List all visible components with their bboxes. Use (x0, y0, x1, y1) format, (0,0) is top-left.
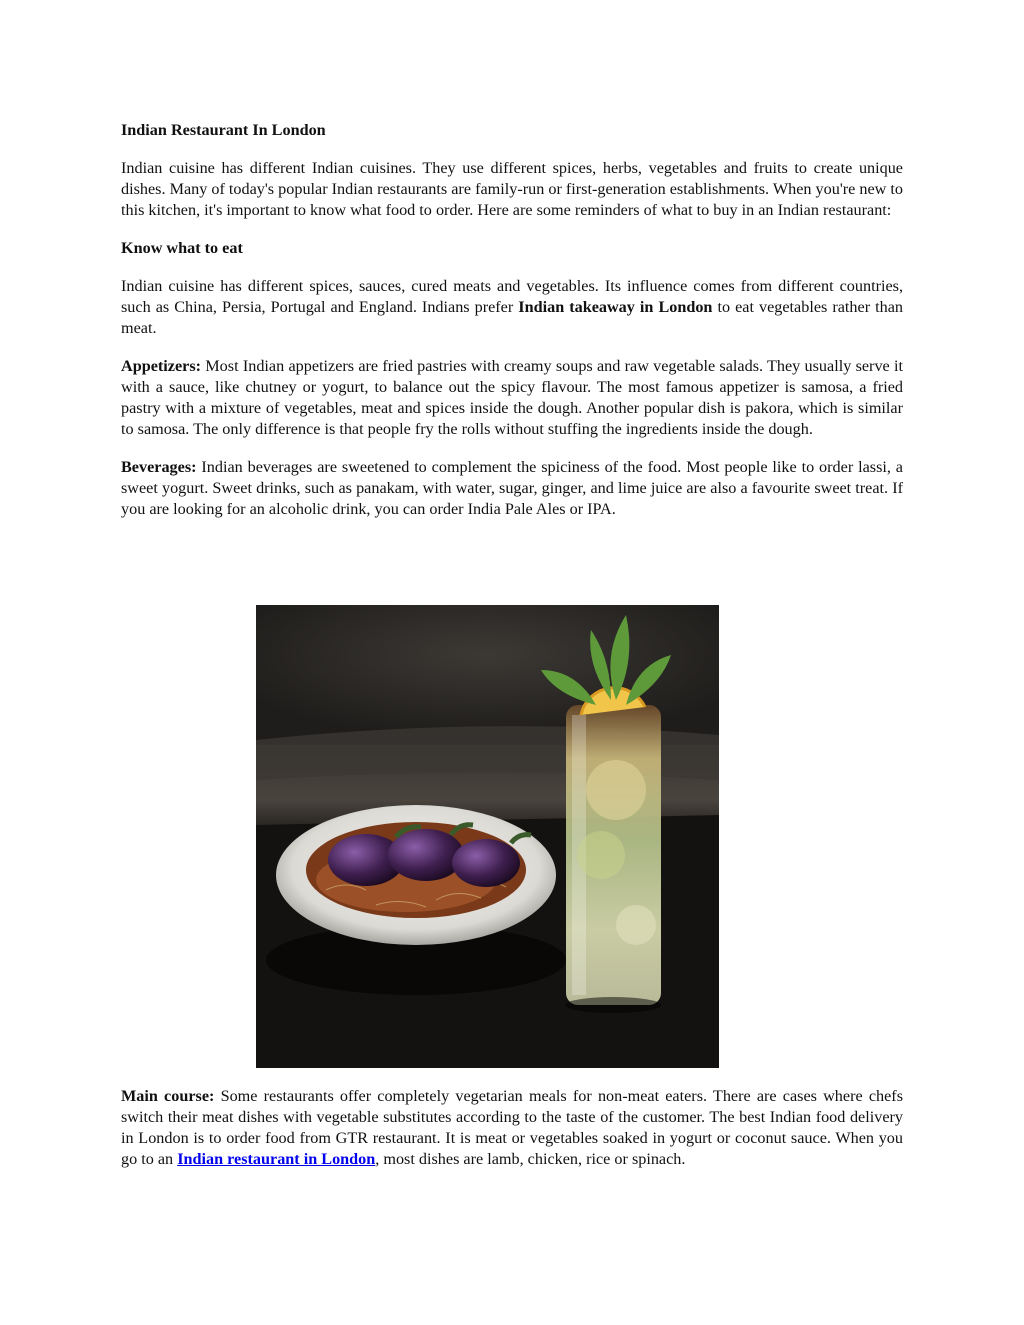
section-heading: Know what to eat (121, 239, 243, 257)
main-course-label: Main course: (121, 1087, 215, 1105)
cuisine-text-after: to eat vegetables rather than meat. (121, 298, 903, 337)
document-title: Indian Restaurant In London (121, 121, 326, 139)
appetizers-label: Appetizers: (121, 357, 202, 375)
food-photo (256, 605, 719, 1068)
main-course-paragraph (121, 1086, 903, 1170)
cuisine-text-before: Indian cuisine has different spices, sauces, cured meats and vegetables. Its influence comes from different countries, such as China, Persia, Portugal and England. Indians prefer (121, 277, 903, 316)
document-body (121, 120, 903, 537)
takeaway-keyword: Indian takeaway in London (518, 298, 713, 316)
intro-paragraph: Indian cuisine has different Indian cuisines. They use different spices, herbs, vegetables and fruits to create unique dishes. Many of today's popular Indian restaurants are family-run or first-generation establishments. When you're new to this kitchen, it's important to know what food to order. Here are some reminders of what to buy in an Indian restaurant: (121, 159, 903, 219)
main-course-text-before: Some restaurants offer completely vegetarian meals for non-meat eaters. There are cases where chefs switch their meat dishes with vegetable substitutes according to the taste of the customer. The best Indian food delivery in London is to order food from GTR restaurant. It is meat or vegetables soaked in yogurt or coconut sauce. When you go to an (121, 1087, 903, 1168)
food-photo-illustration (256, 605, 719, 1068)
beverages-paragraph (121, 457, 903, 520)
beverages-text: Indian beverages are sweetened to complement the spiciness of the food. Most people like to order lassi, a sweet yogurt. Sweet drinks, such as panakam, with water, sugar, ginger, and lime juice are also a favourite sweet treat. If you are looking for an alcoholic drink, you can order India Pale Ales or IPA. (121, 458, 903, 518)
cuisine-paragraph (121, 276, 903, 339)
appetizers-paragraph (121, 356, 903, 440)
appetizers-text: Most Indian appetizers are fried pastries with creamy soups and raw vegetable salads. They usually serve it with a sauce, like chutney or yogurt, to balance out the spicy flavour. The most famous appetizer is samosa, a fried pastry with a mixture of vegetables, meat and spices inside the dough. Another popular dish is pakora, which is similar to samosa. The only difference is that people fry the rolls without stuffing the ingredients inside the dough. (121, 357, 903, 438)
indian-restaurant-link[interactable]: Indian restaurant in London (177, 1150, 376, 1168)
main-course-text-after: , most dishes are lamb, chicken, rice or spinach. (375, 1150, 686, 1168)
beverages-label: Beverages: (121, 458, 197, 476)
